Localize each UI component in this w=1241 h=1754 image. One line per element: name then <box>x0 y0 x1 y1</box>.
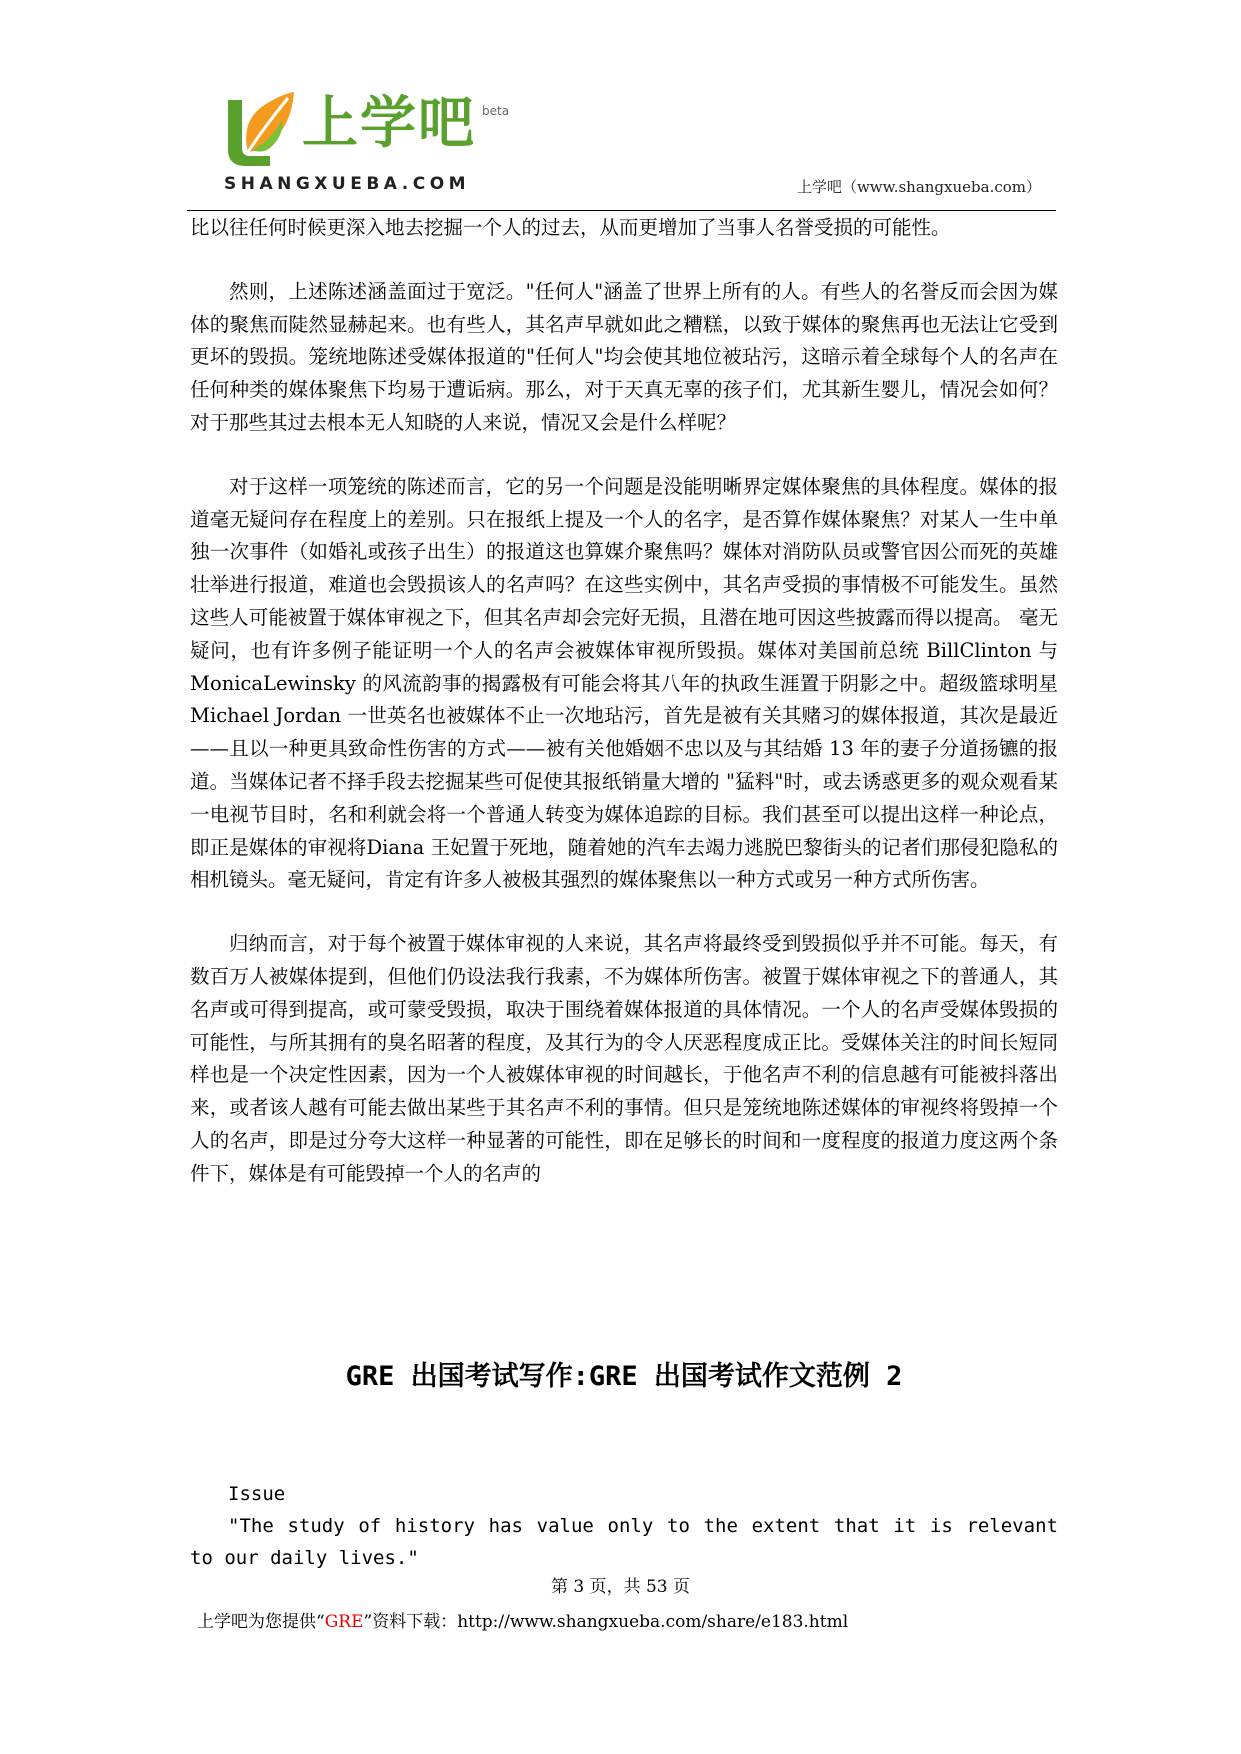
footer-link[interactable]: ”资料下载：http://www.shangxueba.com/share/e183.html <box>363 1612 849 1632</box>
site-url-label: 上学吧（www.shangxueba.com） <box>796 178 1041 196</box>
issue-label: Issue <box>228 1483 286 1505</box>
page-number: 第 3 页，共 53 页 <box>550 1577 691 1597</box>
logo-chinese-text: 上学吧 <box>302 91 476 156</box>
paragraph: 对于这样一项笼统的陈述而言，它的另一个问题是没能明晰界定媒体聚焦的具体程度。媒体的报道毫无疑问存在程度上的差别。只在报纸上提及一个人的名字，是否算作媒体聚焦？对某人一生中单独一次事件（如婚礼或孩子出生）的报道这也算媒介聚焦吗？媒体对消防队员或警官因公而死的英雄壮举进行报道，难道也会毁损该人的名声吗？在这些实例中，其名声受损的事情极不可能发生。虽然这些人可能被置于媒体审视之下，但其名声却会完好无损，且潜在地可因这些披露而得以提高。 毫无疑问，也有许多例子能证明一个人的名声会被媒体审视所毁损。媒体对美国前总统 BillClinton 与 MonicaLewinsky 的风流韵事的揭露极有可能会将其八年的执政生涯置于阴影之中。超级篮球明星 Michael Jordan 一世英名也被媒体不止一次地玷污，首先是被有关其赌习的媒体报道，其次是最近——且以一种更具致命性伤害的方式——被有关他婚姻不忠以及与其结婚 13 年的妻子分道扬镳的报道。当媒体记者不择手段去挖掘某些可促使其报纸销量大增的 "猛料"时，或去诱惑更多的观众观看某一电视节目时，名和利就会将一个普通人转变为媒体追踪的目标。我们甚至可以提出这样一种论点，即正是媒体的审视将Diana 王妃置于死地，随着她的汽车去竭力逃脱巴黎街头的记者们那侵犯隐私的相机镜头。毫无疑问，肯定有许多人被极其强烈的媒体聚焦以一种方式或另一种方式所伤害。 <box>190 474 1058 892</box>
section-title: GRE 出国考试写作:GRE 出国考试作文范例 2 <box>345 1361 903 1392</box>
header-divider <box>187 210 1056 211</box>
logo-beta-tag: beta <box>482 104 510 118</box>
leaf-logo-icon <box>222 90 298 170</box>
paragraph-continued: 比以往任何时候更深入地去挖掘一个人的过去，从而更增加了当事人名誉受损的可能性。 <box>190 216 951 239</box>
footer-keyword: GRE <box>324 1612 364 1632</box>
issue-block <box>190 1478 1058 1574</box>
footer-prefix: 上学吧为您提供“ <box>197 1612 325 1632</box>
site-logo[interactable] <box>222 88 522 198</box>
page-header <box>0 0 1241 215</box>
footer-download-line <box>197 1607 848 1632</box>
logo-english-text: SHANGXUEBA.COM <box>224 174 471 194</box>
document-body <box>190 212 1058 1191</box>
issue-quote: "The study of history has value only to the extent that it is relevant to our daily lives." <box>190 1515 1058 1569</box>
paragraph: 归纳而言，对于每个被置于媒体审视的人来说，其名声将最终受到毁损似乎并不可能。每天，有数百万人被媒体提到，但他们仍设法我行我素，不为媒体所伤害。被置于媒体审视之下的普通人，其名声或可得到提高，或可蒙受毁损，取决于围绕着媒体报道的具体情况。一个人的名声受媒体毁损的可能性，与所其拥有的臭名昭著的程度，及其行为的令人厌恶程度成正比。受媒体关注的时间长短同样也是一个决定性因素，因为一个人被媒体审视的时间越长，于他名声不利的信息越有可能被抖落出来，或者该人越有可能去做出某些于其名声不利的事情。但只是笼统地陈述媒体的审视终将毁掉一个人的名声，即是过分夸大这样一种显著的可能性，即在足够长的时间和一度程度的报道力度这两个条件下，媒体是有可能毁掉一个人的名声的 <box>190 932 1058 1185</box>
paragraph: 然则，上述陈述涵盖面过于宽泛。"任何人"涵盖了世界上所有的人。有些人的名誉反而会因为媒体的聚焦而陡然显赫起来。也有些人，其名声早就如此之糟糕，以致于媒体的聚焦再也无法让它受到更坏的毁损。笼统地陈述受媒体报道的"任何人"均会使其地位被玷污，这暗示着全球每个人的名声在任何种类的媒体聚焦下均易于遭诟病。那么，对于天真无辜的孩子们，尤其新生婴儿，情况会如何？对于那些其过去根本无人知晓的人来说，情况又会是什么样呢？ <box>190 279 1058 434</box>
